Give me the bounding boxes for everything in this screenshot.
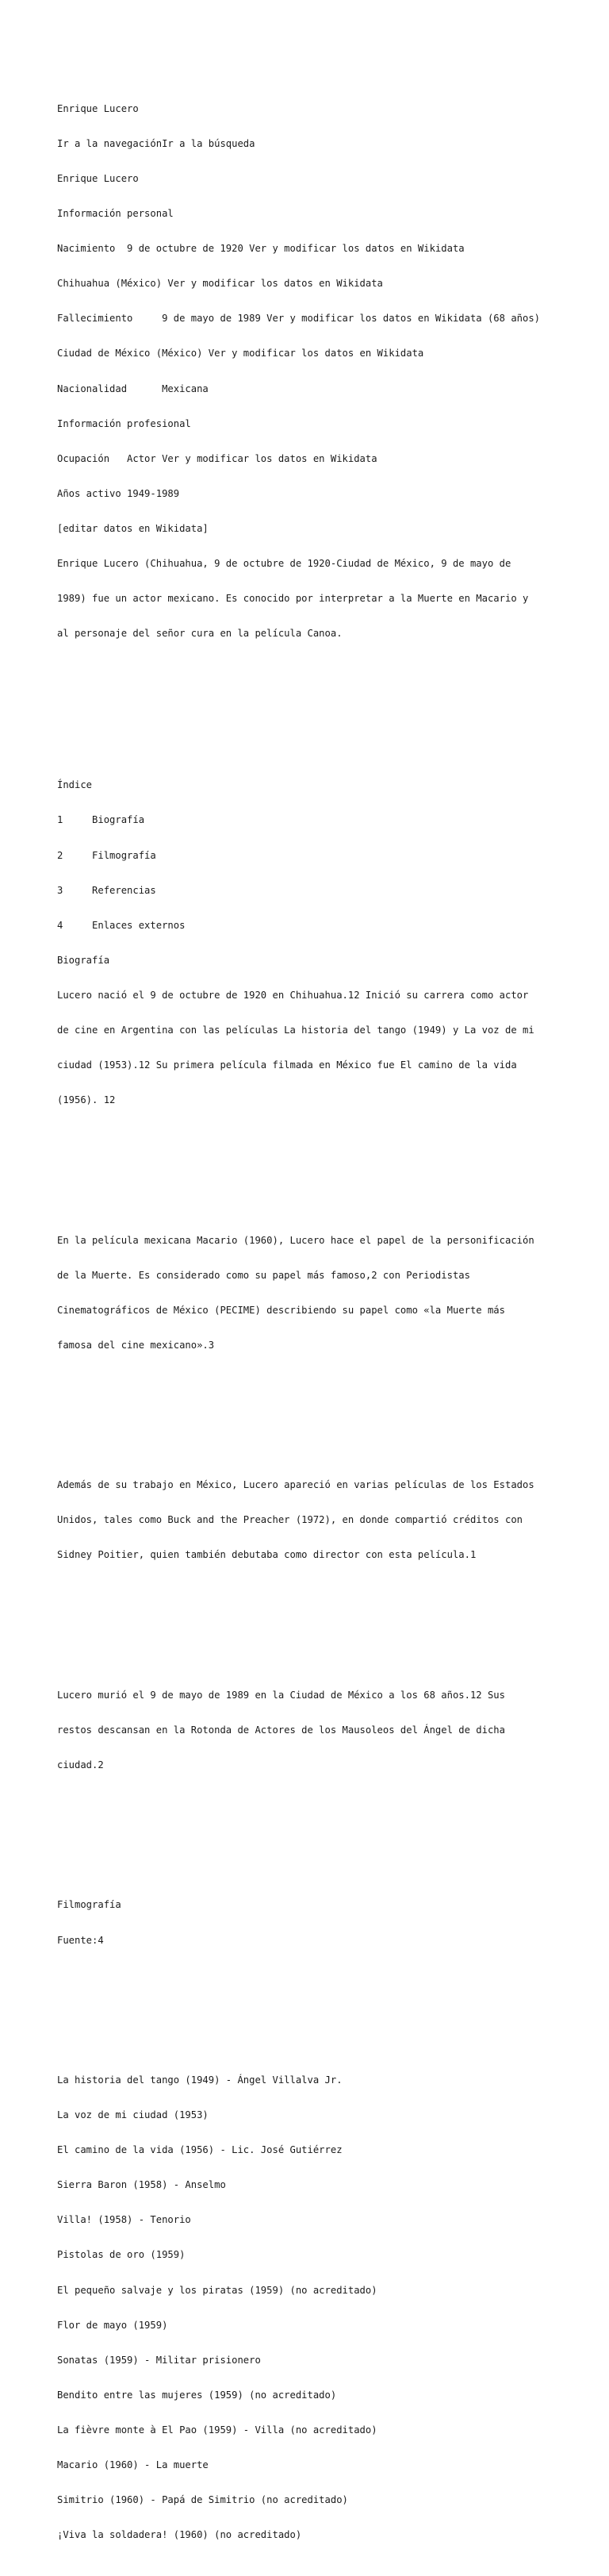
intro-paragraph-line: Enrique Lucero (Chihuahua, 9 de octubre de 1920-Ciudad de México, 9 de mayo de (57, 558, 511, 570)
bio-paragraph-line: de cine en Argentina con las películas La historia del tango (1949) y La voz de mi (57, 1024, 534, 1036)
bio-paragraph-line: (1956). 12 (57, 1094, 116, 1106)
film-item: El pequeño salvaje y los piratas (1959) (no acreditado) (57, 2284, 377, 2296)
film-item: La voz de mi ciudad (1953) (57, 2109, 209, 2121)
infobox-row-death: Fallecimiento 9 de mayo de 1989 Ver y modificar los datos en Wikidata (68 años) (57, 313, 541, 325)
intro-paragraph-line: 1989) fue un actor mexicano. Es conocido por interpretar a la Muerte en Macario y (57, 593, 529, 605)
film-item: Villa! (1958) - Tenorio (57, 2214, 191, 2226)
bio-paragraph-line: Lucero nació el 9 de octubre de 1920 en Chihuahua.12 Inició su carrera como actor (57, 989, 529, 1001)
paragraph-line: ciudad.2 (57, 1759, 104, 1771)
spacer (57, 1409, 557, 1421)
index-item-filmografia[interactable]: 2 Filmografía (57, 849, 156, 861)
infobox-row-birthplace: Chihuahua (México) Ver y modificar los datos en Wikidata (57, 278, 383, 290)
film-item: Bendito entre las mujeres (1959) (no acreditado) (57, 2389, 337, 2401)
filmography-heading-block (57, 1876, 557, 1970)
film-item: Flor de mayo (1959) (57, 2319, 168, 2331)
page-title: Enrique Lucero (57, 102, 139, 114)
paragraph-line: Unidos, tales como Buck and the Preacher (1972), en donde compartió créditos con (57, 1514, 523, 1526)
navigation-links[interactable]: Ir a la navegaciónIr a la búsqueda (57, 137, 255, 149)
film-item: Simitrio (1960) - Papá de Simitrio (no acreditado) (57, 2494, 348, 2506)
document-page (57, 56, 557, 2576)
infobox-row-years-active: Años activo 1949-1989 (57, 487, 180, 499)
edit-wikidata-link[interactable]: [editar datos en Wikidata] (57, 522, 209, 534)
section-heading-filmografia: Filmografía (57, 1899, 121, 1911)
paragraph-line: Cinematográficos de México (PECIME) describiendo su papel como «la Muerte más (57, 1304, 505, 1316)
index-item-referencias[interactable]: 3 Referencias (57, 884, 156, 896)
filmography-source: Fuente:4 (57, 1934, 104, 1946)
paragraph-line: Sidney Poitier, quien también debutaba como director con esta película.1 (57, 1549, 477, 1561)
film-item: La historia del tango (1949) - Ángel Villalva Jr. (57, 2074, 343, 2086)
paragraph-line: famosa del cine mexicano».3 (57, 1339, 215, 1351)
film-item: Macario (1960) - La muerte (57, 2459, 209, 2470)
film-item: Sonatas (1959) - Militar prisionero (57, 2354, 261, 2366)
paragraph-death (57, 1666, 557, 1794)
infobox-row-deathplace: Ciudad de México (México) Ver y modificar los datos en Wikidata (57, 348, 424, 359)
infobox-title: Enrique Lucero (57, 173, 139, 184)
infobox-section-professional: Información profesional (57, 417, 191, 429)
infobox-section-personal: Información personal (57, 208, 174, 220)
infobox-row-birth: Nacimiento 9 de octubre de 1920 Ver y modificar los datos en Wikidata (57, 243, 465, 255)
spacer (57, 1829, 557, 1841)
intro-paragraph-line: al personaje del señor cura en la película Canoa. (57, 628, 343, 640)
paragraph-line: restos descansan en la Rotonda de Actores de los Mausoleos del Ángel de dicha (57, 1724, 505, 1736)
spacer (57, 1620, 557, 1632)
film-item: El camino de la vida (1956) - Lic. José Gutiérrez (57, 2144, 343, 2156)
film-item: Pistolas de oro (1959) (57, 2249, 186, 2261)
paragraph-usa (57, 1456, 557, 1585)
paragraph-line: En la película mexicana Macario (1960), Lucero hace el papel de la personificación (57, 1234, 534, 1246)
index-heading: Índice (57, 779, 93, 791)
paragraph-line: Lucero murió el 9 de mayo de 1989 en la Ciudad de México a los 68 años.12 Sus (57, 1689, 505, 1701)
spacer (57, 698, 557, 721)
paragraph-line: de la Muerte. Es considerado como su papel más famoso,2 con Periodistas (57, 1269, 470, 1281)
bio-paragraph-line: ciudad (1953).12 Su primera película filmada en México fue El camino de la vida (57, 1059, 517, 1071)
film-item: La fièvre monte à El Pao (1959) - Villa (no acreditado) (57, 2424, 377, 2436)
film-item: Sierra Baron (1958) - Anselmo (57, 2179, 226, 2191)
film-item: ¡Viva la soldadera! (1960) (no acreditado) (57, 2529, 302, 2541)
section-heading-biografia: Biografía (57, 954, 110, 966)
infobox-row-nationality: Nacionalidad Mexicana (57, 383, 209, 394)
index-item-biografia[interactable]: 1 Biografía (57, 814, 145, 826)
header-block (57, 79, 557, 663)
index-item-enlaces[interactable]: 4 Enlaces externos (57, 919, 186, 931)
infobox-row-occupation: Ocupación Actor Ver y modificar los datos en Wikidata (57, 452, 377, 464)
paragraph-macario (57, 1211, 557, 1375)
paragraph-line: Además de su trabajo en México, Lucero apareció en varias películas de los Estados (57, 1479, 534, 1491)
filmography-list (57, 2051, 557, 2565)
spacer (57, 2005, 557, 2017)
index-block (57, 756, 557, 1129)
spacer (57, 1164, 557, 1176)
